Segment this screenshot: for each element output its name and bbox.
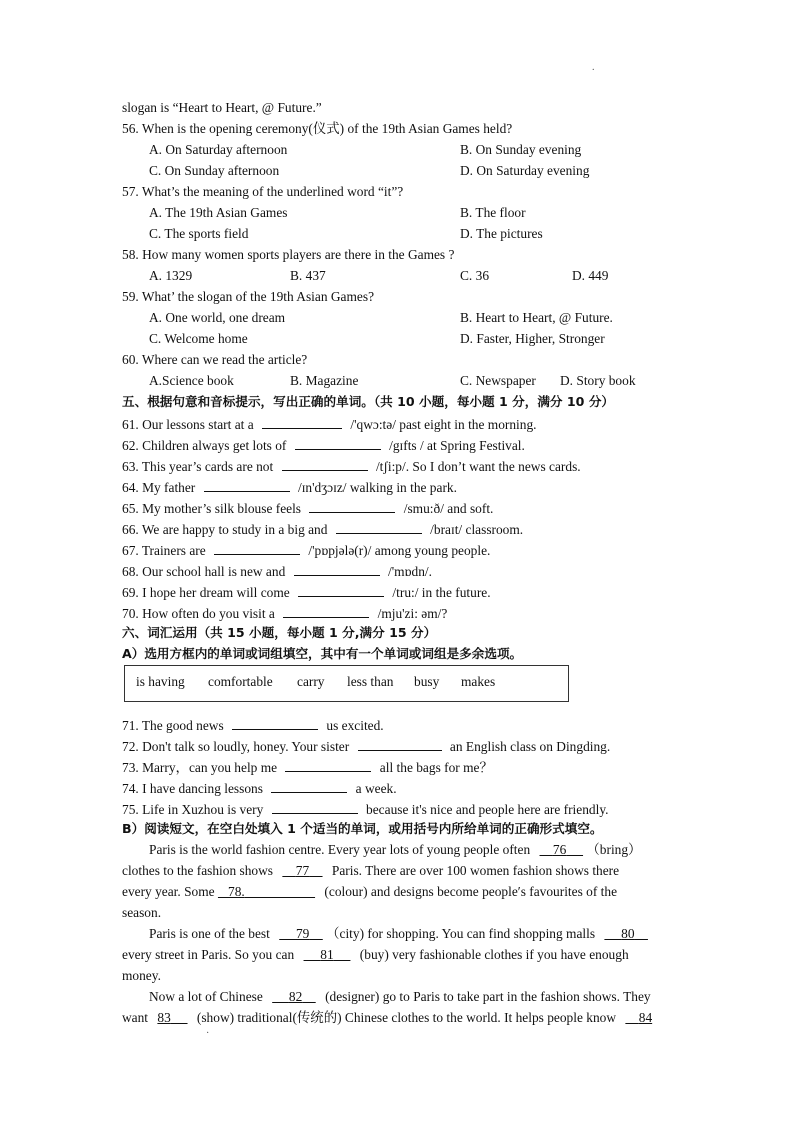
- option-57-b: B. The floor: [460, 205, 526, 220]
- blank-76-number: 76: [552, 842, 567, 857]
- item-75-post: because it's nice and people here are friendly.: [366, 802, 609, 817]
- page-mark: ·: [206, 1028, 210, 1039]
- blank-62[interactable]: [295, 436, 381, 450]
- passage-p2-line3: money.: [122, 968, 161, 983]
- option-59-a: A. One world, one dream: [149, 310, 286, 325]
- item-66-post: /braɪt/ classroom.: [430, 522, 524, 537]
- passage-text: （bring）: [586, 842, 642, 857]
- blank-78[interactable]: [218, 884, 315, 899]
- item-64-post: /ɪn'dʒɔɪz/ walking in the park.: [297, 480, 457, 495]
- item-62: [122, 436, 525, 454]
- item-72-post: an English class on Dingding.: [449, 739, 611, 754]
- item-61-post: /'qwɔ:tə/ past eight in the morning.: [350, 417, 537, 432]
- blank-67[interactable]: [214, 541, 300, 555]
- passage-text: （city) for shopping. You can find shopping malls: [326, 926, 596, 941]
- passage-p1-line4: season.: [122, 905, 162, 920]
- blank-77[interactable]: [282, 863, 322, 878]
- blank-81[interactable]: [304, 947, 351, 962]
- blank-66[interactable]: [336, 520, 422, 534]
- blank-65[interactable]: [309, 499, 395, 513]
- item-65-pre: 65. My mother’s silk blouse feels: [122, 501, 302, 516]
- blank-68[interactable]: [294, 562, 380, 576]
- item-70: [122, 604, 447, 622]
- option-59-c: C. Welcome home: [149, 331, 248, 346]
- blank-72[interactable]: [358, 737, 442, 751]
- item-69-post: /tru:/ in the future.: [392, 585, 491, 600]
- question-60: 60. Where can we read the article?: [122, 352, 308, 367]
- passage-p2-line1: [149, 926, 648, 942]
- item-66-pre: 66. We are happy to study in a big and: [122, 522, 328, 537]
- blank-80[interactable]: [604, 926, 648, 941]
- option-56-b: B. On Sunday evening: [460, 142, 582, 157]
- blank-71[interactable]: [232, 716, 318, 730]
- passage-text: (colour) and designs become people′s favourites of the: [324, 884, 618, 899]
- word-box-item: makes: [461, 674, 496, 689]
- option-56-d: D. On Saturday evening: [460, 163, 590, 178]
- item-63: [122, 457, 581, 475]
- item-65: [122, 499, 493, 517]
- question-56: 56. When is the opening ceremony(仪式) of the 19th Asian Games held?: [122, 121, 513, 136]
- passage-text: Paris is the world fashion centre. Every year lots of young people often: [149, 842, 531, 857]
- item-71-post: us excited.: [326, 718, 384, 733]
- item-75-pre: 75. Life in Xuzhou is very: [122, 802, 264, 817]
- passage-p1-line1: [149, 842, 641, 858]
- blank-83[interactable]: [157, 1010, 187, 1025]
- option-60-b: B. Magazine: [290, 373, 359, 388]
- section-5-title: 五、根据句意和音标提示，写出正确的单词。（共 10 小题，每小题 1 分，满分 10 分）: [122, 394, 615, 409]
- item-74-pre: 74. I have dancing lessons: [122, 781, 263, 796]
- item-68: [122, 562, 432, 580]
- option-56-c: C. On Sunday afternoon: [149, 163, 280, 178]
- passage-p1-line2: [122, 863, 619, 879]
- blank-80-number: 80: [621, 926, 635, 941]
- item-75: [122, 800, 609, 818]
- option-58-d: D. 449: [572, 268, 609, 283]
- option-60-c: C. Newspaper: [460, 373, 536, 388]
- passage-text: every year. Some: [122, 884, 215, 899]
- blank-84[interactable]: [625, 1010, 652, 1025]
- passage-text: (buy) very fashionable clothes if you have enough: [359, 947, 629, 962]
- passage-text: every street in Paris. So you can: [122, 947, 295, 962]
- item-63-pre: 63. This year’s cards are not: [122, 459, 274, 474]
- word-box-item: is having: [136, 674, 185, 689]
- passage-p3-line2: [122, 1010, 652, 1026]
- item-62-pre: 62. Children always get lots of: [122, 438, 287, 453]
- blank-76[interactable]: [540, 842, 584, 857]
- word-box-item: less than: [347, 674, 394, 689]
- item-64: [122, 478, 457, 496]
- item-70-pre: 70. How often do you visit a: [122, 606, 275, 621]
- option-57-a: A. The 19th Asian Games: [149, 205, 288, 220]
- option-58-b: B. 437: [290, 268, 326, 283]
- item-62-post: /gɪfts / at Spring Festival.: [389, 438, 525, 453]
- passage-text: want: [122, 1010, 149, 1025]
- word-box-item: carry: [297, 674, 325, 689]
- question-59: 59. What’ the slogan of the 19th Asian Games?: [122, 289, 375, 304]
- blank-61[interactable]: [262, 415, 342, 429]
- blank-70[interactable]: [283, 604, 369, 618]
- blank-74[interactable]: [271, 779, 347, 793]
- option-60-a: A.Science book: [149, 373, 234, 388]
- section-6a-title: A）选用方框内的单词或词组填空，其中有一个单词或词组是多余选项。: [122, 646, 523, 661]
- item-68-post: /'mɒdn/.: [387, 564, 432, 579]
- question-58: 58. How many women sports players are there in the Games ?: [122, 247, 455, 262]
- option-57-d: D. The pictures: [460, 226, 543, 241]
- item-61: [122, 415, 537, 433]
- blank-83-number: 83: [157, 1010, 171, 1025]
- blank-78-number: 78.: [228, 884, 245, 899]
- option-60-d: D. Story book: [560, 373, 636, 388]
- blank-82-number: 82: [288, 989, 303, 1004]
- option-59-b: B. Heart to Heart, @ Future.: [460, 310, 613, 325]
- item-69-pre: 69. I hope her dream will come: [122, 585, 290, 600]
- passage-text: Paris is one of the best: [149, 926, 270, 941]
- item-67-post: /'pɒpjələ(r)/ among young people.: [308, 543, 491, 558]
- option-57-c: C. The sports field: [149, 226, 249, 241]
- blank-84-number: 84: [638, 1010, 653, 1025]
- blank-69[interactable]: [298, 583, 384, 597]
- word-box-item: busy: [414, 674, 440, 689]
- question-57: 57. What’s the meaning of the underlined word “it”?: [122, 184, 404, 199]
- section-6b-title: B）阅读短文，在空白处填入 1 个适当的单词，或用括号内所给单词的正确形式填空。: [122, 821, 603, 836]
- passage-text: Paris. There are over 100 women fashion shows there: [331, 863, 620, 878]
- blank-79[interactable]: [279, 926, 323, 941]
- page-mark: .: [592, 62, 595, 73]
- item-74-post: a week.: [355, 781, 397, 796]
- option-58-a: A. 1329: [149, 268, 193, 283]
- passage-p1-line3: [122, 884, 617, 900]
- option-59-d: D. Faster, Higher, Stronger: [460, 331, 605, 346]
- item-69: [122, 583, 491, 601]
- item-65-post: /smu:ð/ and soft.: [403, 501, 494, 516]
- item-61-pre: 61. Our lessons start at a: [122, 417, 254, 432]
- blank-64[interactable]: [204, 478, 290, 492]
- item-74: [122, 779, 397, 797]
- item-71: [122, 716, 384, 734]
- passage-text: Now a lot of Chinese: [149, 989, 263, 1004]
- blank-77-number: 77: [295, 863, 310, 878]
- passage-p3-line1: [149, 989, 651, 1005]
- option-56-a: A. On Saturday afternoon: [149, 142, 288, 157]
- passage-text: (show) traditional(传统的) Chinese clothes to the world. It helps people know: [196, 1010, 617, 1025]
- item-72-pre: 72. Don't talk so loudly, honey. Your sister: [122, 739, 350, 754]
- intro-line: slogan is “Heart to Heart, @ Future.”: [122, 100, 322, 115]
- blank-82[interactable]: [272, 989, 316, 1004]
- item-67-pre: 67. Trainers are: [122, 543, 206, 558]
- passage-text: clothes to the fashion shows: [122, 863, 273, 878]
- item-67: [122, 541, 490, 559]
- item-72: [122, 737, 610, 755]
- word-box-item: comfortable: [208, 674, 273, 689]
- passage-p2-line2: [122, 947, 629, 963]
- item-64-pre: 64. My father: [122, 480, 196, 495]
- passage-text: (designer) go to Paris to take part in the fashion shows. They: [325, 989, 651, 1004]
- item-71-pre: 71. The good news: [122, 718, 224, 733]
- item-63-post: /tʃi:p/. So I don’t want the news cards.: [375, 459, 581, 474]
- blank-79-number: 79: [295, 926, 310, 941]
- blank-81-number: 81: [320, 947, 334, 962]
- blank-73[interactable]: [285, 758, 371, 772]
- item-73: [122, 758, 493, 776]
- option-58-c: C. 36: [460, 268, 490, 283]
- item-66: [122, 520, 523, 538]
- blank-63[interactable]: [282, 457, 368, 471]
- section-6-title: 六、词汇运用（共 15 小题，每小题 1 分,满分 15 分）: [122, 625, 437, 640]
- item-70-post: /mju'zi: əm/?: [377, 606, 448, 621]
- item-68-pre: 68. Our school hall is new and: [122, 564, 286, 579]
- item-73-pre: 73. Marry，can you help me: [122, 760, 278, 775]
- item-73-post: all the bags for me？: [379, 760, 493, 775]
- blank-75[interactable]: [272, 800, 358, 814]
